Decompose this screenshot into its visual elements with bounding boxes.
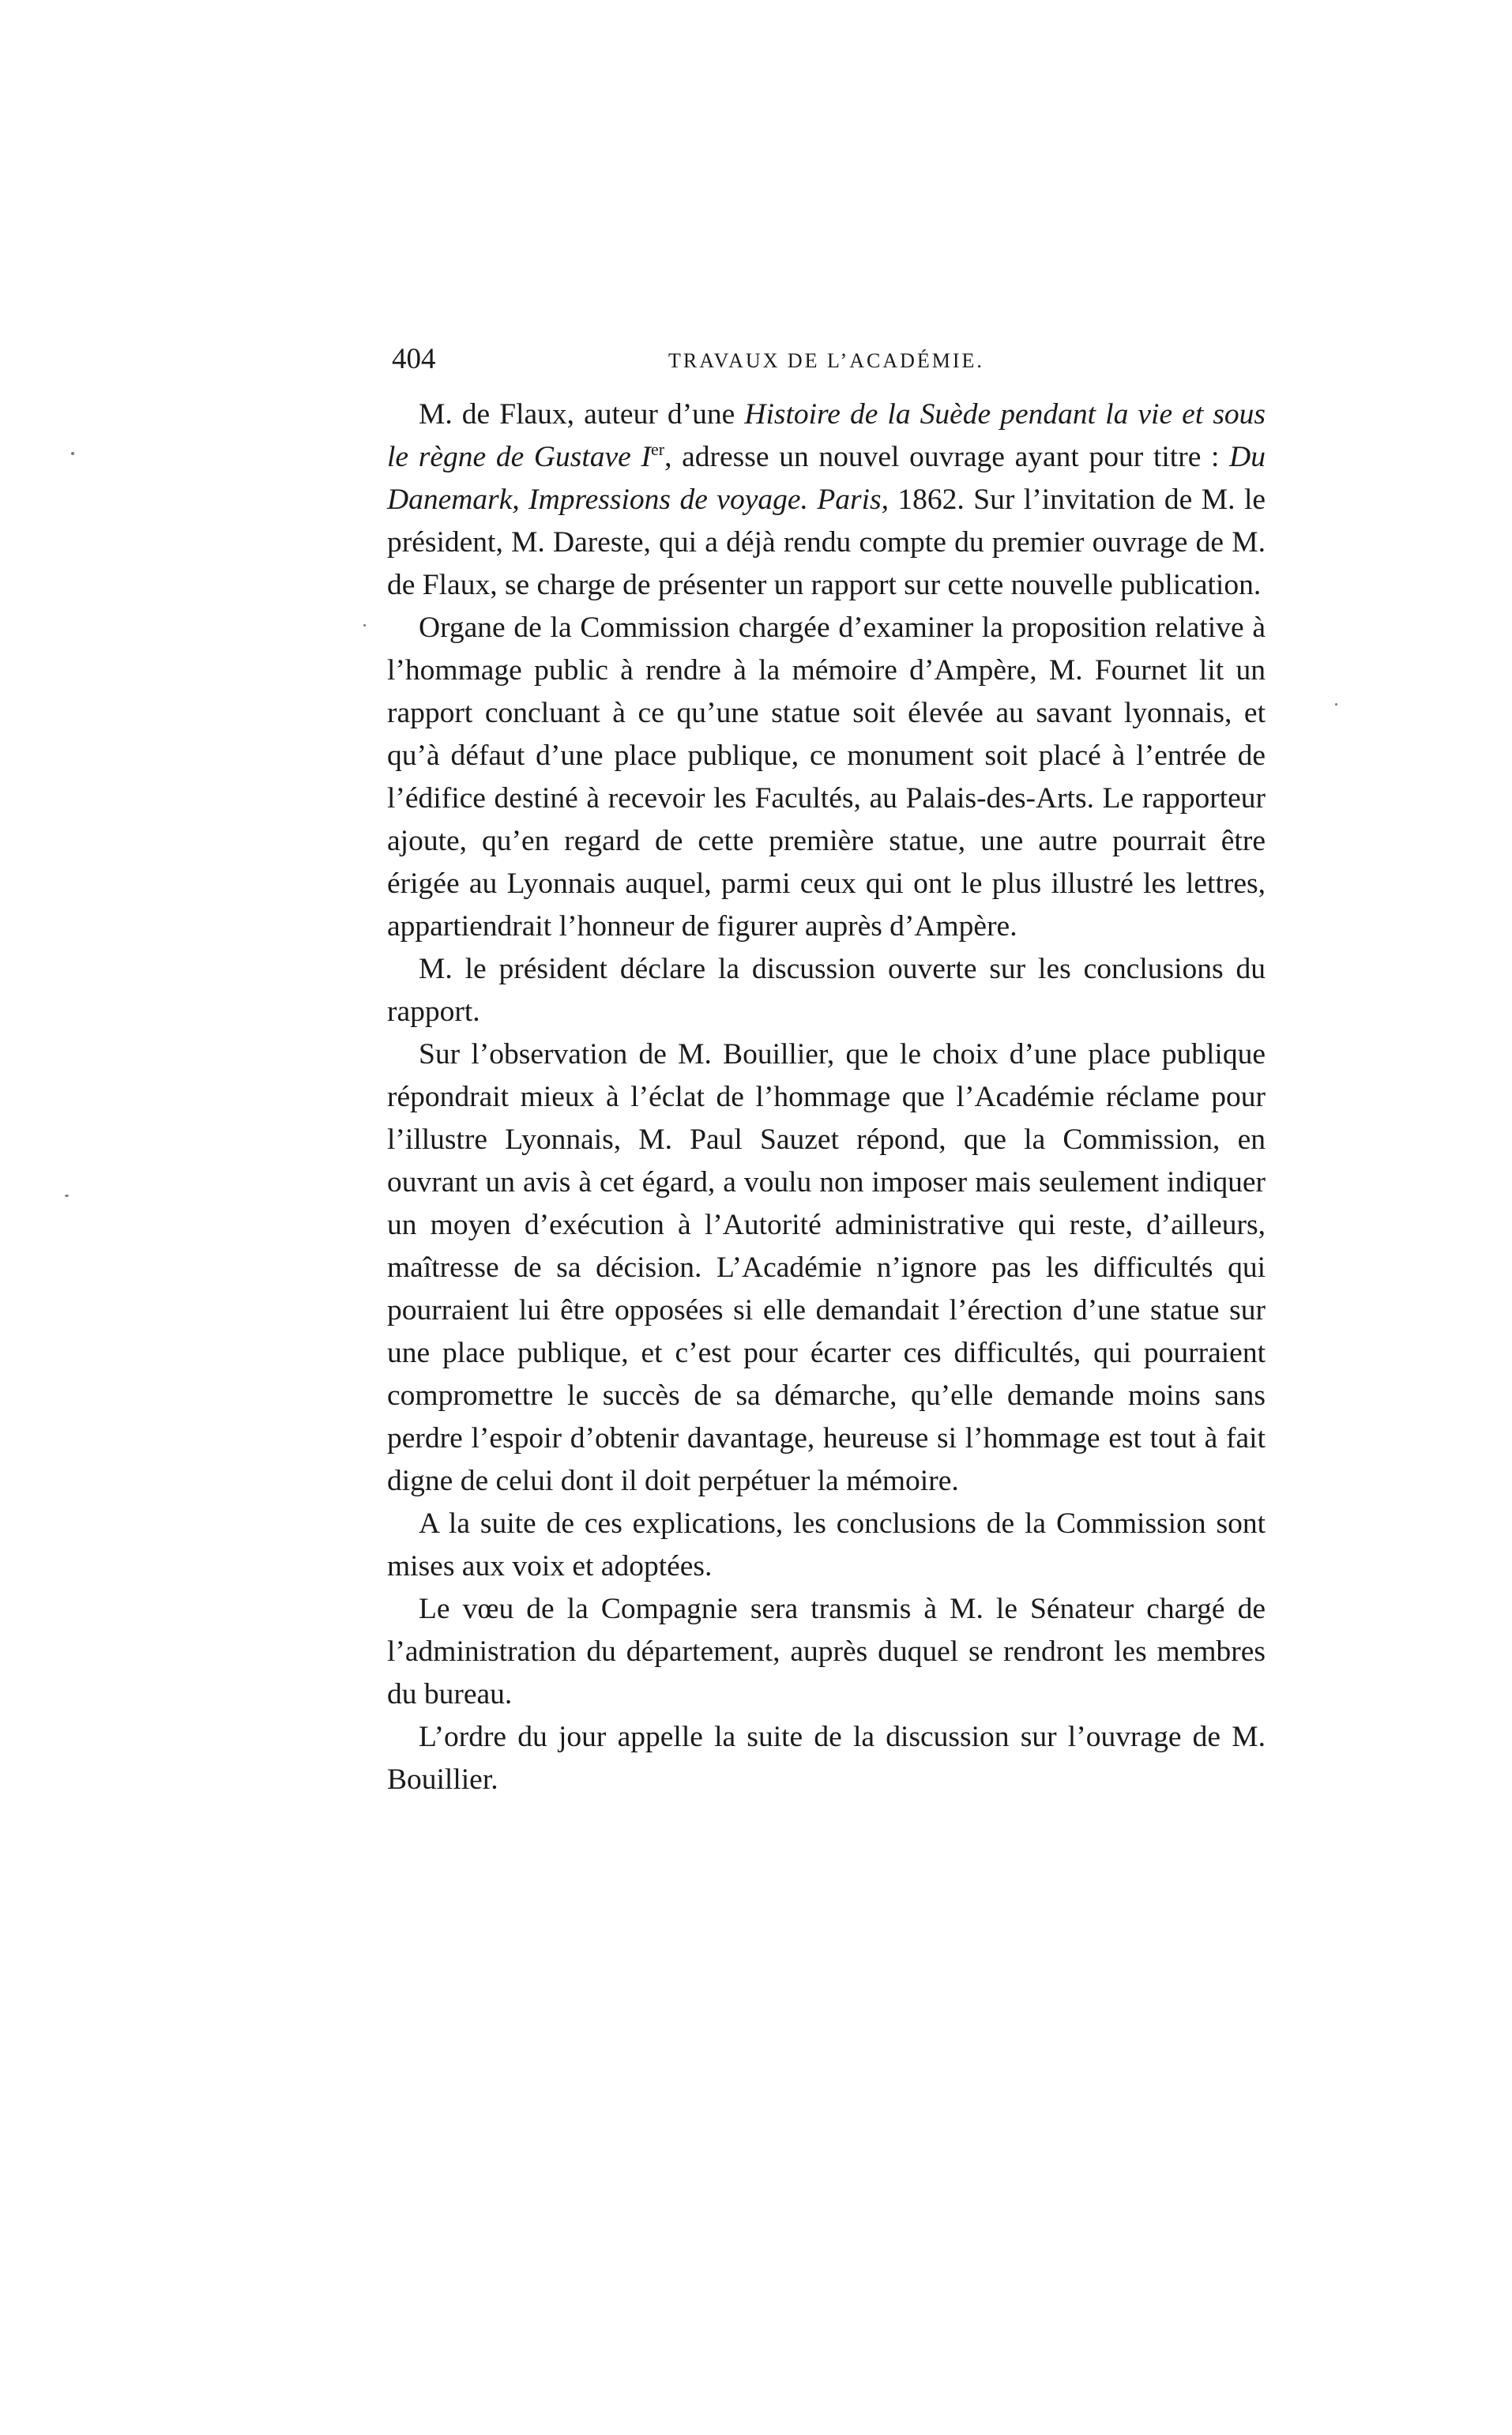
margin-speck	[71, 452, 74, 455]
margin-speck	[1335, 703, 1337, 706]
text-run: Le vœu de la Compagnie sera transmis à M. le Sénateur chargé de l’administration du département, auprès duquel se rendront les membres du bureau.	[387, 1593, 1266, 1711]
paragraph	[387, 948, 1266, 1033]
text-run: Organe de la Commission chargée d’examiner la proposition relative à l’hommage public à rendre à la mémoire d’Ampère, M. Fournet lit un rapport concluant à ce qu’une statue soit élevée au savant lyonnais, et qu’à défaut d’une place publique, ce monument soit placé à l’entrée de l’édifice destiné à recevoir les Facultés, au Palais-des-Arts. Le rapporteur ajoute, qu’en regard de cette première statue, une autre pourrait être érigée au Lyonnais auquel, parmi ceux qui ont le plus illustré les lettres, appartiendrait l’honneur de figurer auprès d’Ampère.	[387, 612, 1266, 943]
text-run: 1862. Sur l’invitation de M. le président, M. Dareste, qui a déjà rendu compte du premier ouvrage de M. de Flaux, se charge de présenter un rapport sur cette nouvelle publication.	[387, 484, 1266, 601]
margin-speck	[363, 624, 366, 627]
body-text	[387, 393, 1266, 1801]
running-head: TRAVAUX DE L’ACADÉMIE.	[668, 349, 984, 372]
paragraph	[387, 1503, 1266, 1588]
paragraph	[387, 1033, 1266, 1503]
page-number: 404	[392, 343, 436, 375]
page-header	[392, 340, 1261, 379]
text-run: , adresse un nouvel ouvrage ayant pour titre :	[664, 441, 1230, 473]
superscript: er	[650, 439, 665, 459]
italic-title: Histoire de la Suède pendant la vie et sous le règne de Gustave I	[387, 398, 1266, 473]
text-run: M. de Flaux, auteur d’une	[419, 398, 745, 431]
paragraph	[387, 393, 1266, 607]
italic-title: Du Danemark, Impressions de voyage. Paris,	[387, 441, 1266, 516]
margin-speck	[65, 1195, 69, 1197]
text-run: M. le président déclare la discussion ouverte sur les conclusions du rapport.	[387, 953, 1266, 1028]
text-run: Sur l’observation de M. Bouillier, que le choix d’une place publique répondrait mieux à l’éclat de l’hommage que l’Académie réclame pour l’illustre Lyonnais, M. Paul Sauzet répond, que la Commission, en ouvrant un avis à cet égard, a voulu non imposer mais seulement indiquer un moyen d’exécution à l’Autorité administrative qui reste, d’ailleurs, maîtresse de sa décision. L’Académie n’ignore pas les difficultés qui pourraient lui être opposées si elle demandait l’érection d’une statue sur une place publique, et c’est pour écarter ces difficultés, qui pourraient compromettre le succès de sa démarche, qu’elle demande moins sans perdre l’espoir d’obtenir davantage, heureuse si l’hommage est tout à fait digne de celui dont il doit perpétuer la mémoire.	[387, 1038, 1266, 1497]
paragraph	[387, 1588, 1266, 1716]
text-run: L’ordre du jour appelle la suite de la discussion sur l’ouvrage de M. Bouillier.	[387, 1721, 1266, 1796]
paragraph	[387, 607, 1266, 948]
text-run: A la suite de ces explications, les conclusions de la Commission sont mises aux voix et adoptées.	[387, 1507, 1266, 1583]
paragraph	[387, 1716, 1266, 1801]
